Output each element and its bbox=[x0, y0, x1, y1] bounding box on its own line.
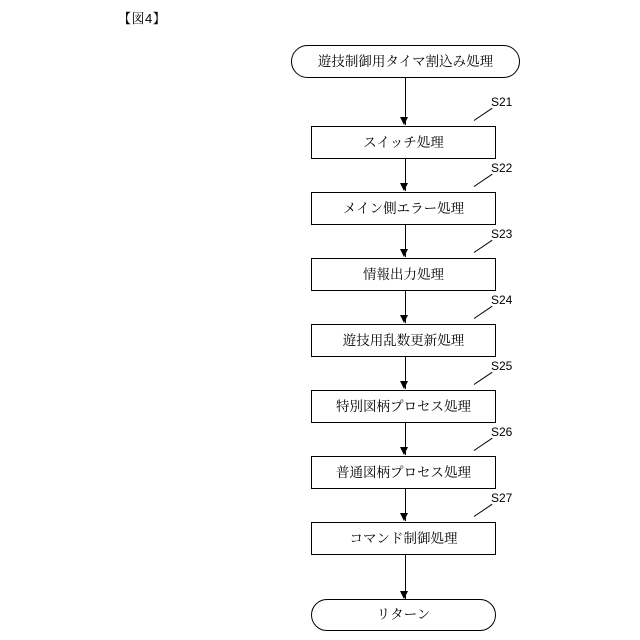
step-label-s24: S24 bbox=[491, 293, 513, 307]
leader-line-s21 bbox=[474, 108, 493, 121]
flow-node-s27-label: コマンド制御処理 bbox=[349, 530, 458, 546]
flow-node-s25 bbox=[311, 390, 496, 423]
step-label-s23: S23 bbox=[491, 227, 513, 241]
arrowhead-s21-s22 bbox=[400, 183, 408, 191]
flow-node-s21 bbox=[311, 126, 496, 159]
arrowhead-s22-s23 bbox=[400, 249, 408, 257]
leader-line-s24 bbox=[474, 306, 493, 319]
flow-node-s26-label: 普通図柄プロセス処理 bbox=[336, 464, 471, 480]
flow-node-s22 bbox=[311, 192, 496, 225]
step-label-s26: S26 bbox=[491, 425, 513, 439]
step-label-s27: S27 bbox=[491, 491, 513, 505]
arrowhead-s23-s24 bbox=[400, 315, 408, 323]
arrowhead-start-s21 bbox=[400, 117, 408, 125]
step-label-s22: S22 bbox=[491, 161, 513, 175]
leader-line-s25 bbox=[474, 372, 493, 385]
arrowhead-s24-s25 bbox=[400, 381, 408, 389]
flow-node-s22-label: メイン側エラー処理 bbox=[342, 200, 465, 216]
arrowhead-s25-s26 bbox=[400, 447, 408, 455]
flow-node-s24-label: 遊技用乱数更新処理 bbox=[342, 332, 465, 348]
leader-line-s26 bbox=[474, 438, 493, 451]
flow-node-end-label: リターン bbox=[376, 607, 431, 623]
flow-node-s26 bbox=[311, 456, 496, 489]
step-label-s21: S21 bbox=[491, 95, 513, 109]
flow-node-start-label: 遊技制御用タイマ割込み処理 bbox=[317, 53, 494, 69]
leader-line-s23 bbox=[474, 240, 493, 253]
leader-line-s22 bbox=[474, 174, 493, 187]
flow-node-s23 bbox=[311, 258, 496, 291]
leader-line-s27 bbox=[474, 504, 493, 517]
arrowhead-s26-s27 bbox=[400, 513, 408, 521]
flow-node-end bbox=[311, 599, 496, 631]
flow-node-s21-label: スイッチ処理 bbox=[363, 134, 444, 150]
arrowhead-s27-end bbox=[400, 591, 408, 599]
step-label-s25: S25 bbox=[491, 359, 513, 373]
flow-node-s23-label: 情報出力処理 bbox=[363, 266, 444, 282]
figure-label: 【図4】 bbox=[118, 11, 167, 26]
flow-node-s25-label: 特別図柄プロセス処理 bbox=[336, 398, 471, 414]
flow-node-s24 bbox=[311, 324, 496, 357]
flow-node-start bbox=[291, 45, 520, 78]
flow-node-s27 bbox=[311, 522, 496, 555]
